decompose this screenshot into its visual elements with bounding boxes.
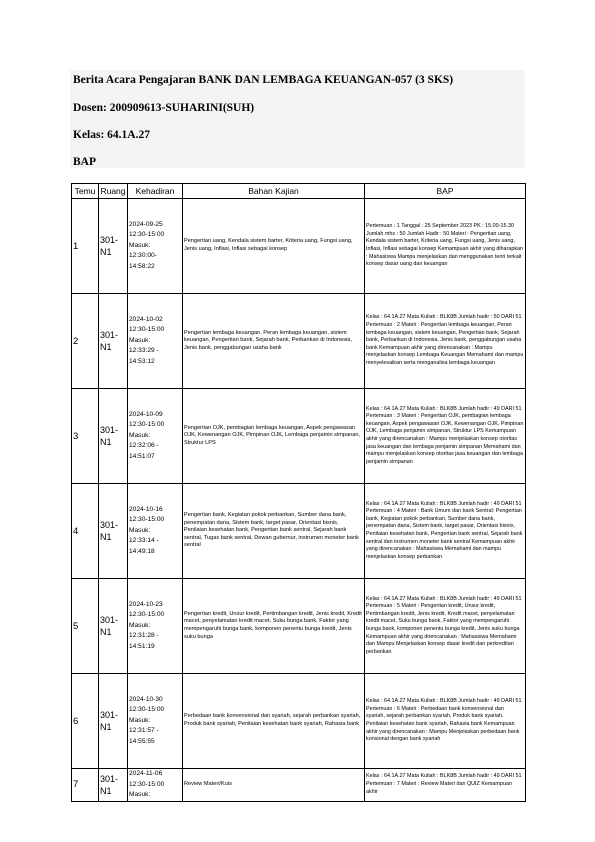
column-header-kehadiran: Kehadiran	[128, 184, 183, 199]
cell-ruang: 301-N1	[99, 674, 128, 769]
cell-bap: Kelas : 64.1A.27 Mata Kuliah : BLK8B Jumlah hadir : 50 DARI 51 Pertemuan : 2 Materi : Pengertian lembaga keuangan, Peran lembaga keuangan, sistem keuangan, Pengertian bank, Sejarah bank, Perbankan di Indonesia, Jenis bank, penggabungan usaha bank Kemampuan akhir yang direncanakan : Mampu menjelaskan konsep Lembaga Keuangan Memahami dan mampu menyelesaikan serta menganalisa lembaga keuangan	[365, 294, 526, 389]
column-header-bahan-kajian: Bahan Kajian	[183, 184, 365, 199]
cell-ruang: 301-N1	[99, 199, 128, 294]
cell-kehadiran: 2024-10-09 12:30-15:00 Masuk: 12:32:06 - 14:51:07	[128, 389, 183, 484]
cell-kehadiran: 2024-09-25 12:30-15:00 Masuk: 12:30:00- 14:58:22	[128, 199, 183, 294]
cell-bahan-kajian: Pengertian OJK, pembagian lembaga keuangan, Aspek pengawasan OJK, Kewenangan OJK, Pimpinan OJK, Lembaga penjamin simpanan, Struktur LPS	[183, 389, 365, 484]
table-row	[72, 199, 526, 294]
cell-bahan-kajian: Perbedaan bank konvensional dan syariah, sejarah perbankan syariah, Produk bank syariah, Penilaian kesehatan bank syariah, Rahasia bank	[183, 674, 365, 769]
cell-bahan-kajian: Pengertian uang, Kendala sistem barter, Kriteria uang, Fungsi uang, Jenis uang, Inflasi, Inflasi sebagai konsep	[183, 199, 365, 294]
cell-kehadiran: 2024-11-06 12:30-15:00 Masuk:	[128, 769, 183, 802]
cell-bap: Kelas : 64.1A.27 Mata Kuliah : BLK8B Jumlah hadir : 49 DARI 51 Pertemuan : 7 Materi : Review Materi dan QUIZ Kemampuan akhir	[365, 769, 526, 802]
cell-bap: Kelas : 64.1A.27 Mata Kuliah : BLK8B Jumlah hadir : 49 DARI 51 Pertemuan : 4 Materi : Bank Umum dan bank Sentral: Pengertian bank, Kegiatan pokok perbankan, Sumber dana bank, penempatan dana, Sistem bank, target pasar, Orientasi bisnis, Penilaian kesehatan bank, Pengertian bank sentral, Sejarah bank sentral dan instrumen moneter bank sentral Kemampuan akhir yang direncanakan : Mahasiswa Memahami dan mampu menjelaskan konsep perbankan	[365, 484, 526, 579]
cell-temu: 2	[72, 294, 99, 389]
cell-bap: Pertemuan : 1 Tanggal : 25 September 2023 PK : 15.00-15.30 Jumlah mhs : 50 Jumlah Hadir : 50 Materi : Pengertian uang, Kendala sistem barter, Kriteria uang, Fungsi uang, Jenis uang, Inflasi, Inflasi sebagai konsep Kemampuan akhir yang diharapkan : Mahasiswa Mampu menjelaskan dan menggunakan teori terkait konsep dasar uang dan keuangan	[365, 199, 526, 294]
cell-ruang: 301-N1	[99, 294, 128, 389]
cell-temu: 4	[72, 484, 99, 579]
cell-kehadiran: 2024-10-16 12:30-15:00 Masuk: 12:33:14 - 14:49:18	[128, 484, 183, 579]
cell-kehadiran: 2024-10-23 12:30-15:00 Masuk: 12:31:28 - 14:51:19	[128, 579, 183, 674]
bap-table	[71, 183, 526, 802]
section-title: BAP	[73, 156, 96, 168]
table-row	[72, 389, 526, 484]
table-row	[72, 674, 526, 769]
table-row	[72, 484, 526, 579]
cell-bap: Kelas : 64.1A.27 Mata Kuliah : BLK8B Jumlah hadir : 49 DARI 51 Pertemuan : 3 Materi : Pengertian OJK, pembagian lembaga keuangan, Aspek pengawasan OJK, Kewenangan OJK, Pimpinan OJK, Lembaga penjamin simpanan, Struktur LPS Kemampuan akhir yang direncanakan : Mampu menjelaskan konsep otoritas jasa keuangan dan lembaga penjamin simpanan Memahami dan mampu menjelaskan konsep otoritas jasa keuangan dan lembaga penjamin simpanan	[365, 389, 526, 484]
cell-bahan-kajian: Pengertian kredit, Unsur kredit, Pertimbangan kredit, Jenis kredit, Kredit macet, penyelamatan kredit macet, Suku bunga bank, Faktor yang mempengaruhi bunga bank, komponen penentu bunga kredit, Jenis suku bunga	[183, 579, 365, 674]
cell-bap: Kelas : 64.1A.27 Mata Kuliah : BLK8B Jumlah hadir : 49 DARI 51 Pertemuan : 6 Materi : Perbedaan bank konvensional dan syariah, sejarah perbankan syariah, Produk bank syariah, Penilaian kesehatan bank syariah, Rahasia bank Kemampuan akhir yang direncanakan : Mampu Menjelaskan perbedaan bank konsional dengan bank syariah	[365, 674, 526, 769]
cell-bap: Kelas : 64.1A.27 Mata Kuliah : BLK8B Jumlah hadir : 49 DARI 51 Pertemuan : 5 Materi : Pengertian kredit, Unsur kredit, Pertimbangan kredit, Jenis kredit, Kredit macet, penyelamatan kredit macet, Suku bunga bank, Faktor yang mempengaruhi bunga bank, komponen penentu bunga kredit, Jenis suku bunga Kemampuan akhir yang direncanakan : Mahasiswa Memahami dan Mampu Menjelaskan konsep dasar kredit dan perkreditan perbankan	[365, 579, 526, 674]
table-row	[72, 294, 526, 389]
table-header-row	[72, 184, 526, 199]
cell-ruang: 301-N1	[99, 389, 128, 484]
dosen-label: Dosen: 200909613-SUHARINI(SUH)	[73, 102, 255, 114]
page-title: Berita Acara Pengajaran BANK DAN LEMBAGA KEUANGAN-057 (3 SKS)	[73, 74, 454, 86]
cell-kehadiran: 2024-10-30 12:30-15:00 Masuk: 12:31:57 - 14:55:55	[128, 674, 183, 769]
column-header-ruang: Ruang	[99, 184, 128, 199]
cell-kehadiran: 2024-10-02 12:30-15:00 Masuk: 12:33:29 - 14:53:12	[128, 294, 183, 389]
kelas-label: Kelas: 64.1A.27	[73, 129, 150, 141]
cell-temu: 7	[72, 769, 99, 802]
table-row	[72, 579, 526, 674]
cell-temu: 3	[72, 389, 99, 484]
table-row	[72, 769, 526, 802]
cell-temu: 1	[72, 199, 99, 294]
cell-ruang: 301-N1	[99, 484, 128, 579]
cell-bahan-kajian: Pengertian bank, Kegiatan pokok perbankan, Sumber dana bank, penempatan dana, Sistem bank, target pasar, Orientasi bisnis, Penilaian kesehatan bank, Pengertian bank sentral, Sejarah bank sentral, Tugas bank sentral, Dewan gubernur, instrumen moneter bank sentral	[183, 484, 365, 579]
cell-temu: 6	[72, 674, 99, 769]
cell-temu: 5	[72, 579, 99, 674]
cell-bahan-kajian: Review Materi/Kuis	[183, 769, 365, 802]
cell-bahan-kajian: Pengertian lembaga keuangan, Peran lembaga keuangan, sistem keuangan, Pengertian bank, Sejarah bank, Perbankan di Indonesia, Jenis bank, penggabungan usaha bank	[183, 294, 365, 389]
column-header-bap: BAP	[365, 184, 526, 199]
cell-ruang: 301-N1	[99, 579, 128, 674]
column-header-temu: Temu	[72, 184, 99, 199]
cell-ruang: 301-N1	[99, 769, 128, 802]
